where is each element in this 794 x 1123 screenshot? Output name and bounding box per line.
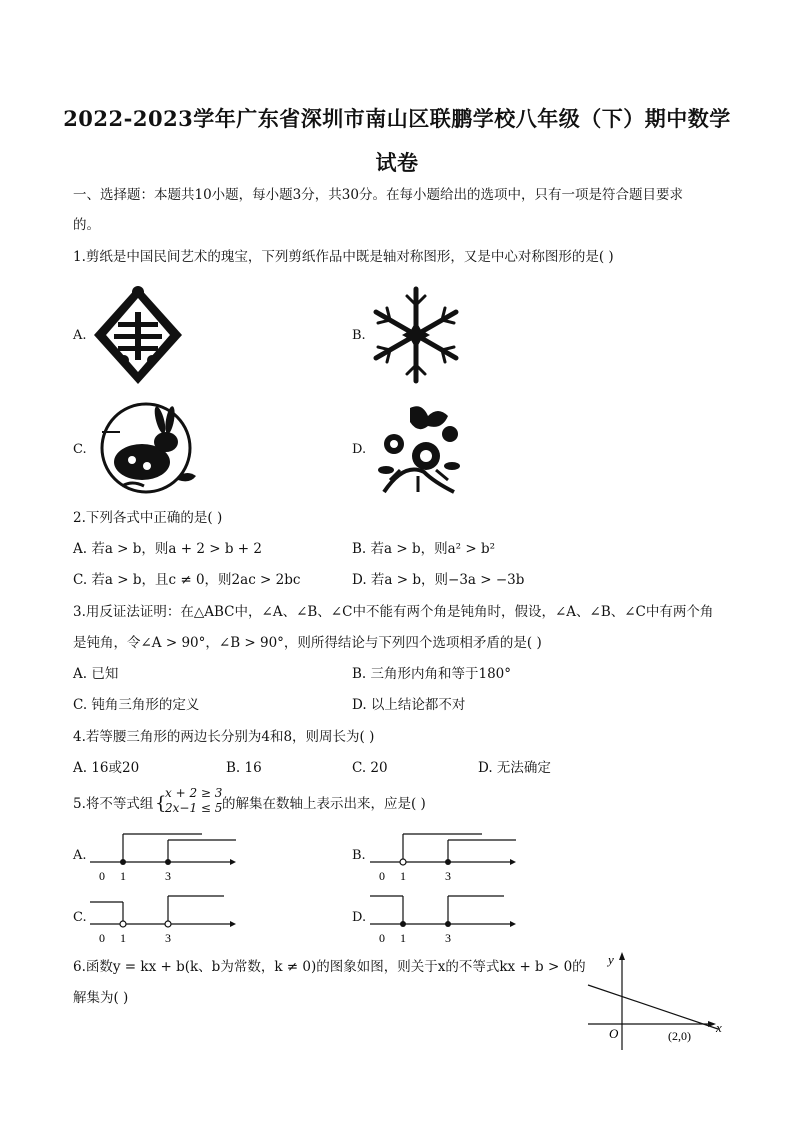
q5-stem-pre: 5.将不等式组: [73, 796, 154, 812]
q6-stem-line2: 解集为( ): [73, 990, 129, 1006]
q5-option-d-number-line: [366, 888, 516, 946]
origin-label: O: [609, 1026, 619, 1041]
tick-1: 1: [400, 931, 406, 945]
q1-option-a-papercut-double-happiness: [88, 282, 188, 388]
q4-option-c: C. 20: [352, 760, 388, 776]
y-axis-label: y: [608, 952, 614, 967]
tick-1: 1: [120, 931, 126, 945]
q5-option-a-number-line: [86, 826, 236, 884]
q5-brace: {: [155, 793, 167, 814]
tick-0: 0: [99, 931, 105, 945]
q2-stem: 2.下列各式中正确的是( ): [73, 510, 223, 526]
q1-option-c-label: C.: [73, 442, 87, 457]
q1-option-a-label: A.: [73, 328, 87, 343]
intercept-label: (2,0): [668, 1029, 691, 1043]
q2-option-a: A. 若a > b，则a + 2 > b + 2: [73, 541, 262, 557]
tick-0: 0: [379, 931, 385, 945]
tick-1: 1: [400, 869, 406, 883]
q1-stem: 1.剪纸是中国民间艺术的瑰宝，下列剪纸作品中既是轴对称图形，又是中心对称图形的是( ): [73, 249, 614, 265]
q2-option-c: C. 若a > b，且c ≠ 0，则2ac > 2bc: [73, 572, 301, 588]
exam-title-line1: 2022-2023学年广东省深圳市南山区联鹏学校八年级（下）期中数学: [63, 106, 731, 131]
q5-option-b-label: B.: [352, 848, 366, 863]
tick-3: 3: [165, 931, 171, 945]
x-axis-label: x: [716, 1020, 722, 1035]
q2-option-b: B. 若a > b，则a² > b²: [352, 541, 495, 557]
q3-stem-line1: 3.用反证法证明：在△ABC中，∠A、∠B、∠C中不能有两个角是钝角时，假设，∠A、∠B、∠C中有两个角: [73, 604, 714, 620]
q2-option-d: D. 若a > b，则−3a > −3b: [352, 572, 525, 588]
q3-option-d: D. 以上结论都不对: [352, 697, 466, 713]
q3-option-b: B. 三角形内角和等于180°: [352, 666, 512, 682]
q1-option-b-papercut-snowflake: [368, 282, 464, 388]
q1-option-d-label: D.: [352, 442, 367, 457]
q5-stem-post: 的解集在数轴上表示出来，应是( ): [222, 796, 426, 812]
q5-option-c-label: C.: [73, 910, 87, 925]
section1-instructions-line1: 一、选择题：本题共10小题，每小题3分，共30分。在每小题给出的选项中，只有一项是符合题目要求: [73, 187, 683, 203]
tick-0: 0: [379, 869, 385, 883]
tick-1: 1: [120, 869, 126, 883]
tick-3: 3: [445, 931, 451, 945]
q5-option-b-number-line: [366, 826, 516, 884]
q3-stem-line2: 是钝角，令∠A > 90°，∠B > 90°，则所得结论与下列四个选项相矛盾的是( ): [73, 635, 542, 651]
tick-0: 0: [99, 869, 105, 883]
tick-3: 3: [165, 869, 171, 883]
tick-3: 3: [445, 869, 451, 883]
q5-option-d-label: D.: [352, 910, 367, 925]
q1-option-c-papercut-rabbit: [92, 400, 204, 496]
q5-option-c-number-line: [86, 888, 236, 946]
section1-instructions-line2: 的。: [73, 217, 100, 233]
q4-option-a: A. 16或20: [73, 760, 140, 776]
q1-option-b-label: B.: [352, 328, 366, 343]
q1-option-d-papercut-flowers-butterfly: [370, 400, 466, 498]
q3-option-a: A. 已知: [73, 666, 119, 682]
q4-option-b: B. 16: [226, 760, 262, 776]
q6-function-graph: [582, 950, 726, 1054]
q3-option-c: C. 钝角三角形的定义: [73, 697, 200, 713]
exam-title-line2: 试卷: [375, 150, 419, 175]
q5-system-line2: 2x−1 ≤ 5: [165, 801, 223, 815]
q6-stem-line1: 6.函数y = kx + b(k、b为常数，k ≠ 0)的图象如图，则关于x的不等式kx + b > 0的: [73, 959, 586, 975]
q4-option-d: D. 无法确定: [478, 760, 551, 776]
q4-stem: 4.若等腰三角形的两边长分别为4和8，则周长为( ): [73, 729, 375, 745]
q5-option-a-label: A.: [73, 848, 87, 863]
q5-system-line1: x + 2 ≥ 3: [165, 786, 223, 800]
